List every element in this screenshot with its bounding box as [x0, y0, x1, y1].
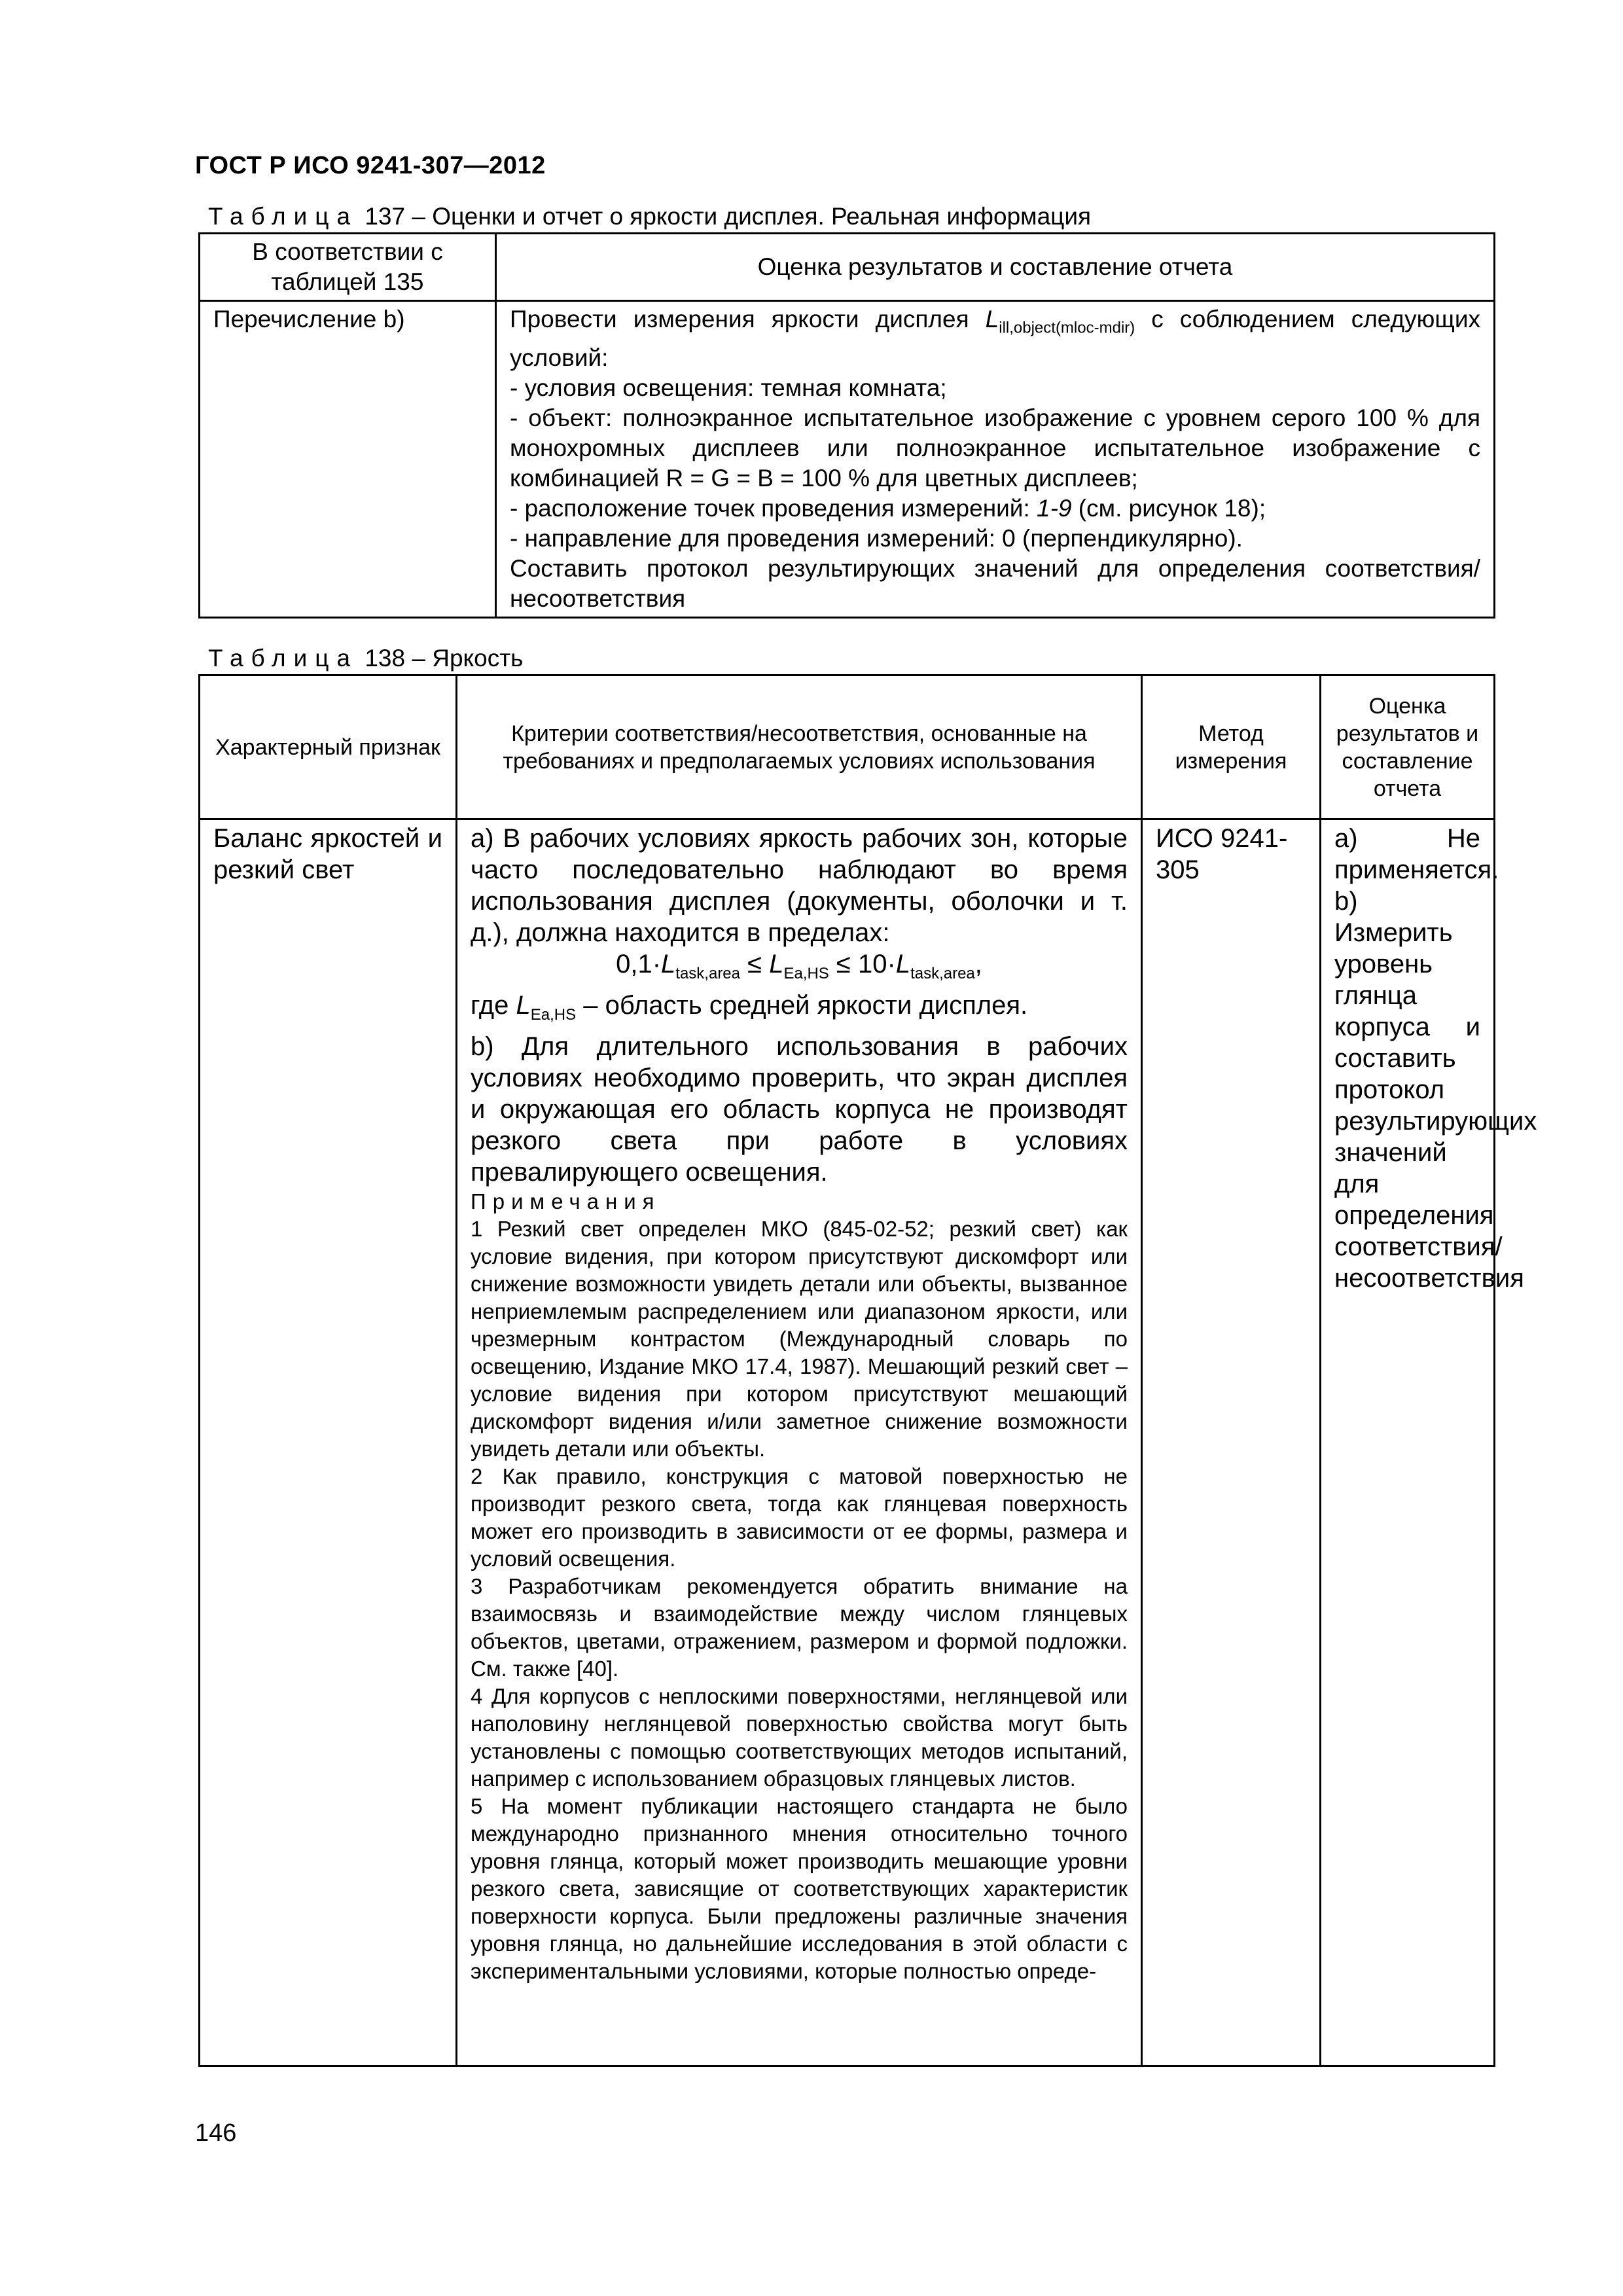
protocol-instruction: Составить протокол результирующих значений для определения соответствия/несоответствия: [510, 555, 1480, 613]
feature-cell: Баланс яркостей и резкий свет: [200, 819, 457, 2066]
luminance-formula: [471, 948, 1128, 990]
table-137-caption: [208, 203, 1091, 230]
document-header: ГОСТ Р ИСО 9241-307—2012: [195, 152, 546, 179]
header-cell-criteria: Критерии соответствия/несоответствия, основанные на требованиях и предполагаемых условиях использования: [457, 675, 1142, 819]
note-2: 2 Как правило, конструкция с матовой поверхностью не производит резкого света, тогда как глянцевая поверхность может его производить в зависимости от ее формы, размера и условий освещения.: [471, 1464, 1128, 1571]
caption-text: 138 – Яркость: [365, 645, 524, 672]
text-run: Провести измерения яркости дисплея: [510, 306, 986, 332]
evaluation-cell: [496, 301, 1495, 618]
table-header-row: [200, 675, 1495, 819]
note-3: 3 Разработчикам рекомендуется обратить внимание на взаимосвязь и взаимодействие между числом глянцевых объектов, цветами, отражением, размером и формой подложки. См. также [40].: [471, 1574, 1128, 1681]
formula-subscript: task,area: [675, 965, 740, 982]
table-header-row: [200, 234, 1495, 301]
evaluation-a: a) Не применяется.: [1334, 824, 1499, 884]
formula-definition: [471, 990, 1128, 1031]
text-run: где: [471, 991, 516, 1020]
paragraph-measure: [510, 304, 1480, 373]
formula-part: ≤: [740, 950, 770, 978]
formula-symbol: L: [769, 950, 784, 978]
table-row: [200, 819, 1495, 2066]
criterion-a: a) В рабочих условиях яркость рабочих зон, которые часто последовательно наблюдают во время использования дисплея (документы, оболочки и т. д.), должна находится в пределах:: [471, 824, 1128, 947]
method-cell: ИСО 9241-305: [1142, 819, 1321, 2066]
notes-block: [471, 1188, 1128, 1985]
formula-part: ≤ 10·: [829, 950, 896, 978]
header-cell-feature: Характерный признак: [200, 675, 457, 819]
condition-direction: - направление для проведения измерений: 0 (перпендикулярно).: [510, 525, 1243, 552]
row-label-cell: Перечисление b): [200, 301, 496, 618]
formula-subscript: Ea,HS: [783, 965, 829, 982]
caption-word: Таблица: [208, 645, 359, 672]
evaluation-b: b) Измерить уровень глянца корпуса и составить протокол результирующих значений для определения соответствия/ несоответствия: [1334, 887, 1537, 1293]
header-cell-evaluation: Оценка результатов и составление отчета: [496, 234, 1495, 301]
criteria-cell: [457, 819, 1142, 2066]
formula-part: 0,1·: [616, 950, 662, 978]
table-138-caption: [208, 645, 523, 672]
condition-object: - объект: полноэкранное испытательное изображение с уровнем серого 100 % для монохромных дисплеев или полноэкранное испытательное изображение с комбинацией R = G = B = 100 % для цветных дисплеев;: [510, 404, 1480, 492]
formula-subscript: Ea,HS: [530, 1006, 577, 1024]
text-run: с соблюдением следующих условий:: [510, 306, 1480, 372]
points-range: 1-9: [1037, 495, 1072, 522]
table-138: [198, 674, 1537, 2067]
formula-symbol: L: [661, 950, 676, 978]
header-cell-reference: В соответствии с таблицей 135: [200, 234, 496, 301]
notes-title: Примечания: [471, 1189, 661, 1213]
formula-symbol: L: [895, 950, 911, 978]
evaluation-cell: [1321, 819, 1537, 2066]
note-1: 1 Резкий свет определен МКО (845-02-52; резкий свет) как условие видения, при котором присутствуют дискомфорт или снижение возможности увидеть детали или объекты, вызванное неприемлемым распределением или диапазоном яркости, или чрезмерным контрастом (Международный словарь по освещению, Издание МКО 17.4, 1987). Мешающий резкий свет – условие видения при котором присутствуют мешающий дискомфорт видения и/или заметное снижение возможности увидеть детали или объекты.: [471, 1217, 1128, 1461]
header-cell-method: Метод измерения: [1142, 675, 1321, 819]
page-number: 146: [195, 2119, 237, 2147]
note-4: 4 Для корпусов с неплоскими поверхностями, неглянцевой или наполовину неглянцевой поверхностью свойства могут быть установлены с помощью соответствующих методов испытаний, например с использованием образцовых глянцевых листов.: [471, 1684, 1128, 1791]
text-run: - расположение точек проведения измерений:: [510, 495, 1037, 522]
text-run: (см. рисунок 18);: [1071, 495, 1266, 522]
caption-text: 137 – Оценки и отчет о яркости дисплея. Реальная информация: [365, 203, 1092, 230]
header-cell-evaluation: Оценка результатов и составление отчета: [1321, 675, 1495, 819]
condition-points: [510, 493, 1480, 524]
symbol-subscript: ill,object(mloc-mdir): [999, 319, 1135, 337]
note-5: 5 На момент публикации настоящего стандарта не было международно признанного мнения относительно точного уровня глянца, который может производить мешающие уровни резкого света, зависящие от соответствующих характеристик поверхности корпуса. Были предложены различные значения уровня глянца, но дальнейшие исследования в этой области с экспериментальными условиями, которые полностью опреде-: [471, 1794, 1128, 1983]
formula-subscript: task,area: [910, 965, 975, 982]
table-137: [198, 232, 1495, 619]
condition-lighting: - условия освещения: темная комната;: [510, 374, 947, 402]
formula-part: ,: [974, 950, 982, 978]
criterion-b: b) Для длительного использования в рабочих условиях необходимо проверить, что экран дисплея и окружающая его область корпуса не производят резкого света при работе в условиях превалирующего освещения.: [471, 1032, 1128, 1187]
table-row: [200, 301, 1495, 618]
text-run: – область средней яркости дисплея.: [576, 991, 1028, 1020]
symbol-L: L: [985, 306, 999, 332]
caption-word: Таблица: [208, 203, 359, 230]
formula-symbol: L: [516, 991, 531, 1020]
